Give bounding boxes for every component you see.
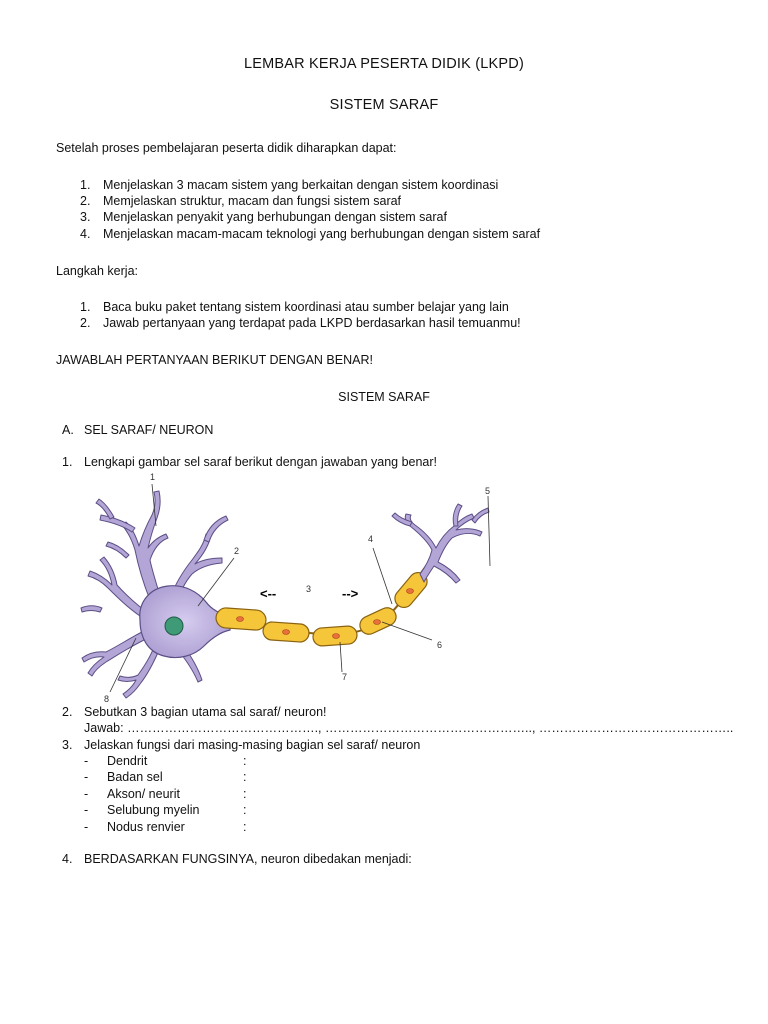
arrow-right: --> [342,586,359,601]
list-item: Baca buku paket tentang sistem koordinasi atau sumber belajar yang lain [103,300,509,314]
neuron-diagram [80,470,520,705]
part-colon: : [243,770,247,784]
instruction: JAWABLAH PERTANYAAN BERIKUT DENGAN BENAR! [56,353,373,367]
question-3-text: Jelaskan fungsi dari masing-masing bagian sel saraf/ neuron [84,738,421,752]
part-name-badan-sel: Badan sel [107,770,163,784]
question-4-rest: , neuron dibedakan menjadi: [253,852,412,866]
objectives-intro: Setelah proses pembelajaran peserta didik diharapkan dapat: [56,141,397,155]
worksheet-subtitle: SISTEM SARAF [329,97,439,113]
list-item: Memjelaskan struktur, macam dan fungsi sistem saraf [103,194,402,208]
diagram-label-6: 6 [437,640,443,650]
diagram-label-3: 3 [306,584,312,594]
question-4-emphasis: BERDASARKAN FUNGSINYA [84,852,254,866]
list-dash: - [84,803,89,817]
part-name-akson: Akson/ neurit [107,787,180,801]
diagram-label-5: 5 [485,486,491,496]
question-2-text: Sebutkan 3 bagian utama sal saraf/ neuron! [84,705,327,719]
diagram-label-2: 2 [234,546,240,556]
list-number: 3. [80,210,91,224]
list-dash: - [84,820,89,834]
list-number: 2. [80,194,91,208]
section-letter: A. [62,423,74,437]
list-number: 1. [80,178,91,192]
worksheet-title: LEMBAR KERJA PESERTA DIDIK (LKPD) [243,56,525,72]
list-dash: - [84,754,89,768]
part-colon: : [243,754,247,768]
list-dash: - [84,770,89,784]
list-item: Menjelaskan macam-macam teknologi yang berhubungan dengan sistem saraf [103,227,541,241]
arrow-left: <-- [260,586,277,601]
list-number: 1. [80,300,91,314]
list-item: Menjelaskan 3 macam sistem yang berkaitan dengan sistem koordinasi [103,178,499,192]
part-name-selubung-myelin: Selubung myelin [107,803,200,817]
section-title: SISTEM SARAF [338,390,430,404]
axon-terminals [392,504,489,583]
list-number: 4. [80,227,91,241]
part-colon: : [243,787,247,801]
list-dash: - [84,787,89,801]
myelin-sheaths [215,569,430,647]
part-colon: : [243,820,247,834]
section-a-heading: SEL SARAF/ NEURON [84,423,214,437]
question-number: 4. [62,852,73,866]
diagram-label-7: 7 [342,672,348,682]
question-2-answer-line: Jawab: ………………………………………., ………………………………………….., ……………………………………….. [84,721,734,735]
question-number: 2. [62,705,73,719]
question-number: 1. [62,455,73,469]
diagram-label-8: 8 [104,694,110,704]
question-number: 3. [62,738,73,752]
steps-label: Langkah kerja: [56,264,139,278]
list-item: Menjelaskan penyakit yang berhubungan dengan sistem saraf [103,210,447,224]
part-name-dendrit: Dendrit [107,754,148,768]
diagram-label-4: 4 [368,534,374,544]
part-colon: : [243,803,247,817]
question-4-text [84,852,412,866]
list-item: Jawab pertanyaan yang terdapat pada LKPD berdasarkan hasil temuanmu! [103,316,521,330]
question-1-text: Lengkapi gambar sel saraf berikut dengan jawaban yang benar! [84,455,438,469]
list-number: 2. [80,316,91,330]
part-name-nodus-renvier: Nodus renvier [107,820,185,834]
nucleus [165,617,183,635]
diagram-label-1: 1 [150,472,156,482]
